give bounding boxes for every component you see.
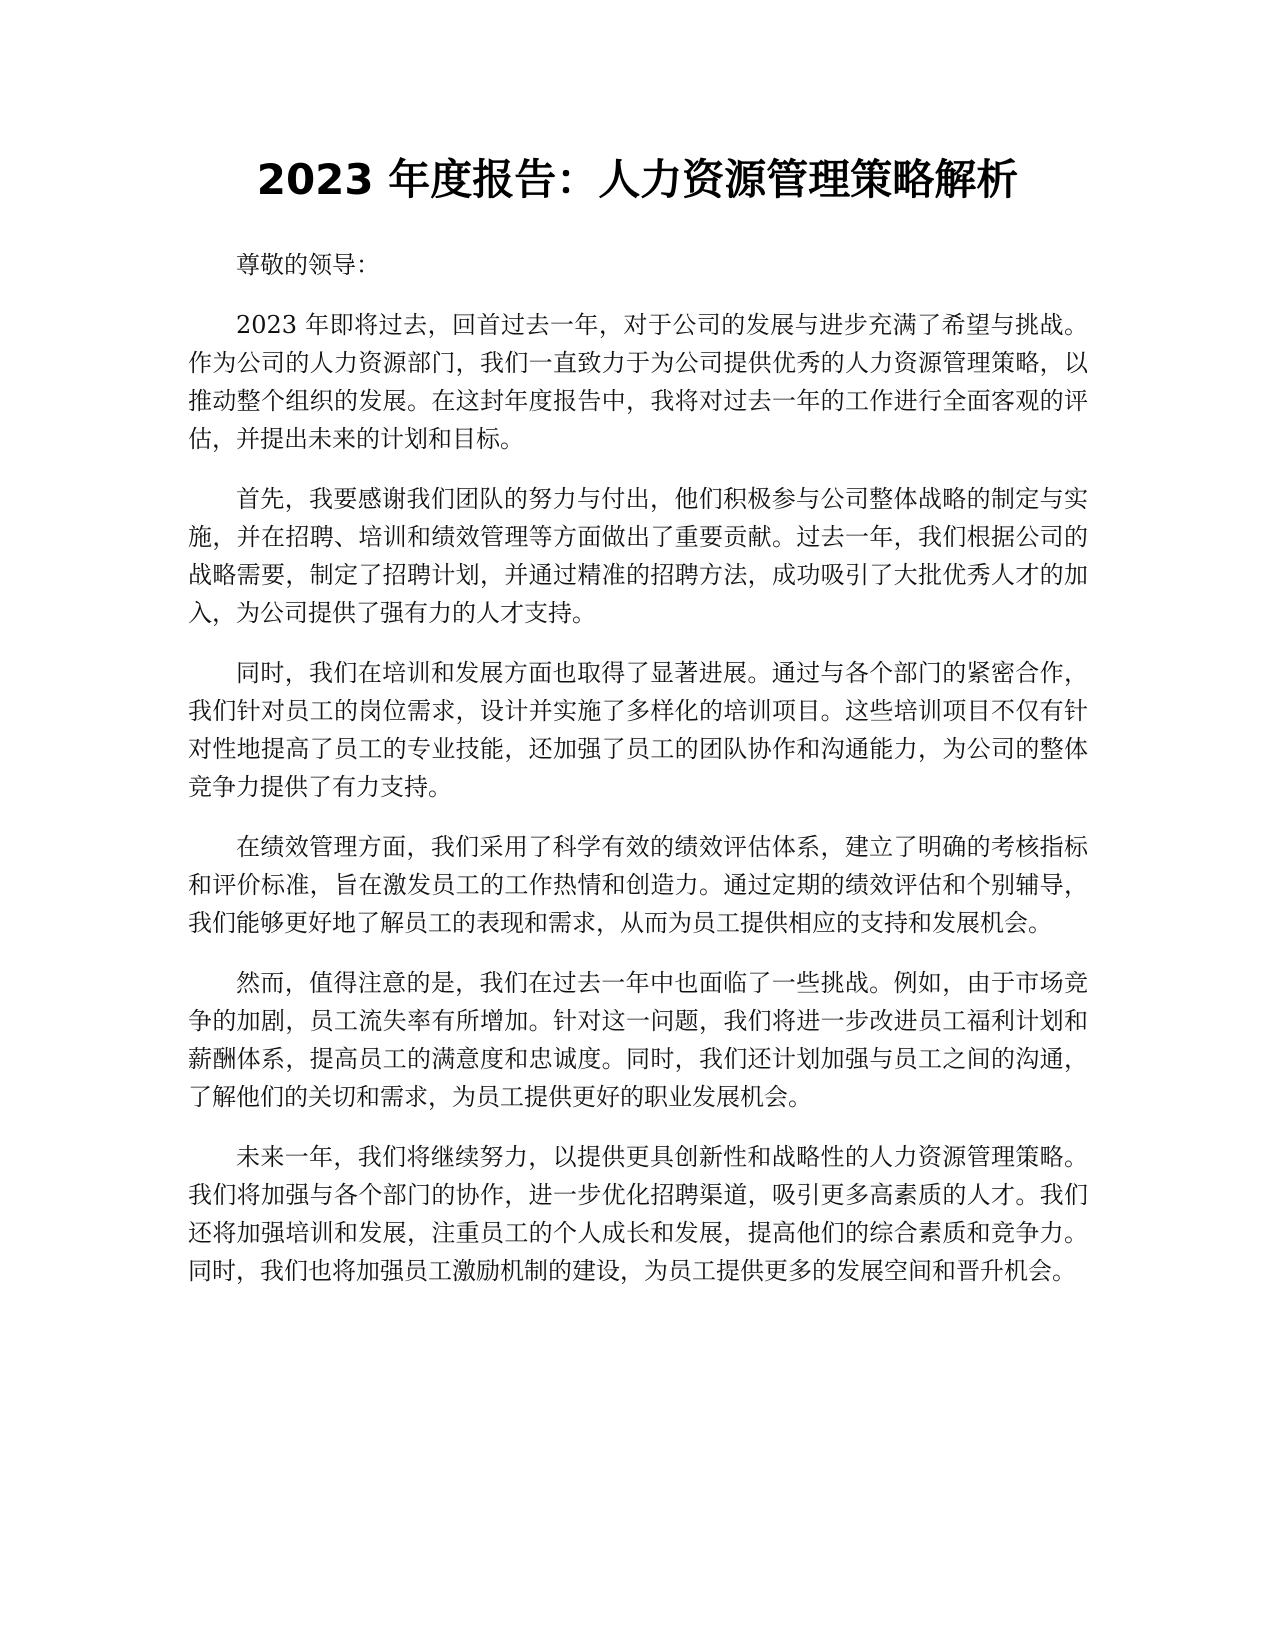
paragraph-intro: 2023 年即将过去，回首过去一年，对于公司的发展与进步充满了希望与挑战。作为公司的人力资源部门，我们一直致力于为公司提供优秀的人力资源管理策略，以推动整个组织的发展。在这封年度报告中，我将对过去一年的工作进行全面客观的评估，并提出未来的计划和目标。 [188,311,1088,453]
paragraph-performance: 在绩效管理方面，我们采用了科学有效的绩效评估体系，建立了明确的考核指标和评价标准，旨在激发员工的工作热情和创造力。通过定期的绩效评估和个别辅导，我们能够更好地了解员工的表现和需求，从而为员工提供相应的支持和发展机会。 [188,833,1088,937]
paragraph-training: 同时，我们在培训和发展方面也取得了显著进展。通过与各个部门的紧密合作，我们针对员工的岗位需求，设计并实施了多样化的培训项目。这些培训项目不仅有针对性地提高了员工的专业技能，还加强了员工的团队协作和沟通能力，为公司的整体竞争力提供了有力支持。 [188,659,1088,801]
document-title: 2023 年度报告：人力资源管理策略解析 [256,155,1019,204]
paragraph-challenges: 然而，值得注意的是，我们在过去一年中也面临了一些挑战。例如，由于市场竞争的加剧，员工流失率有所增加。针对这一问题，我们将进一步改进员工福利计划和薪酬体系，提高员工的满意度和忠诚度。同时，我们还计划加强与员工之间的沟通，了解他们的关切和需求，为员工提供更好的职业发展机会。 [188,969,1088,1111]
paragraph-recruitment: 首先，我要感谢我们团队的努力与付出，他们积极参与公司整体战略的制定与实施，并在招聘、培训和绩效管理等方面做出了重要贡献。过去一年，我们根据公司的战略需要，制定了招聘计划，并通过精准的招聘方法，成功吸引了大批优秀人才的加入，为公司提供了强有力的人才支持。 [188,485,1088,627]
document-body [188,246,1088,1312]
salutation: 尊敬的领导： [236,251,380,279]
paragraph-future: 未来一年，我们将继续努力，以提供更具创新性和战略性的人力资源管理策略。我们将加强与各个部门的协作，进一步优化招聘渠道，吸引更多高素质的人才。我们还将加强培训和发展，注重员工的个人成长和发展，提高他们的综合素质和竞争力。同时，我们也将加强员工激励机制的建设，为员工提供更多的发展空间和晋升机会。 [188,1143,1088,1285]
